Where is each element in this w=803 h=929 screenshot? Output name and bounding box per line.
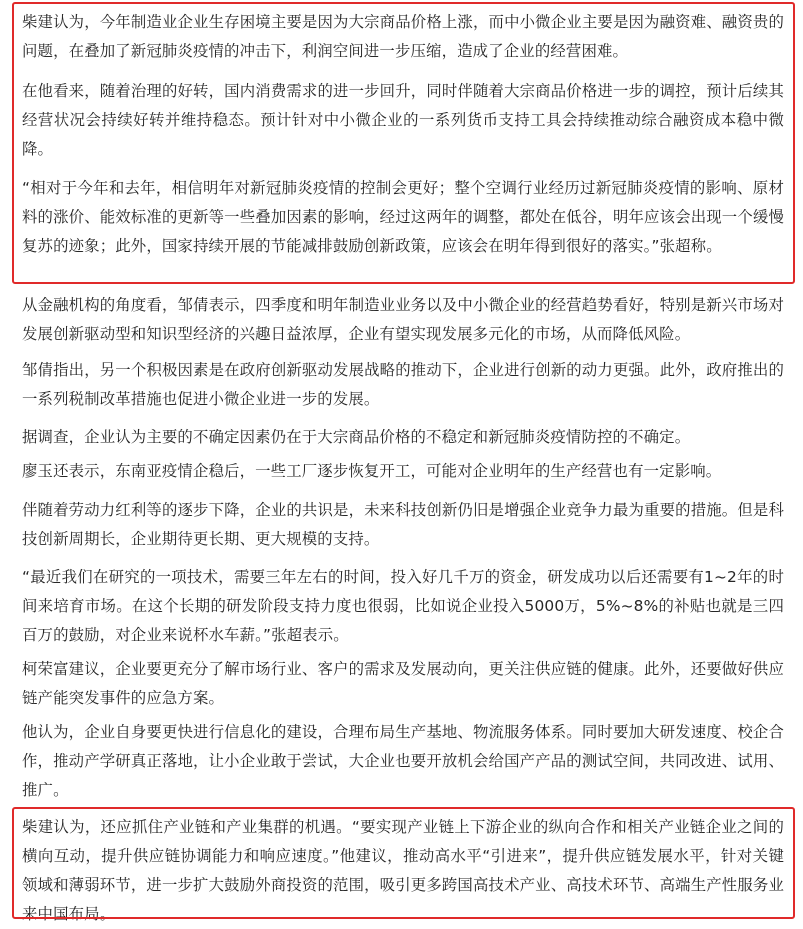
paragraph-6: 据调查，企业认为主要的不确定因素仍在于大宗商品价格的不稳定和新冠肺炎疫情防控的不确定。 [22,428,691,446]
paragraph-2: 在他看来，随着治理的好转，国内消费需求的进一步回升，同时伴随着大宗商品价格进一步的调控，预计后续其经营状况会持续好转并维持稳态。预计针对中小微企业的一系列货币支持工具会持续推动综合融资成本稳中微降。 [22,82,784,158]
paragraph-1: 柴建认为，今年制造业企业生存困境主要是因为大宗商品价格上涨，而中小微企业主要是因为融资难、融资贵的问题，在叠加了新冠肺炎疫情的冲击下，利润空间进一步压缩，造成了企业的经营困难。 [22,13,784,60]
paragraph-10: 柯荣富建议，企业要更充分了解市场行业、客户的需求及发展动向，更关注供应链的健康。此外，还要做好供应链产能突发事件的应急方案。 [22,660,784,707]
paragraph-11: 他认为，企业自身要更快进行信息化的建设，合理布局生产基地、物流服务体系。同时要加大研发速度、校企合作，推动产学研真正落地，让小企业敢于尝试，大企业也要开放机会给国产产品的测试空间，共同改进、试用、推广。 [22,723,784,799]
paragraph-9: “最近我们在研究的一项技术，需要三年左右的时间，投入好几千万的资金，研发成功以后还需要有1~2年的时间来培育市场。在这个长期的研发阶段支持力度也很弱，比如说企业投入5000万，5%~8%的补贴也就是三四百万的鼓励，对企业来说杯水车薪。”张超表示。 [22,568,784,644]
paragraph-3: “相对于今年和去年，相信明年对新冠肺炎疫情的控制会更好；整个空调行业经历过新冠肺炎疫情的影响、原材料的涨价、能效标准的更新等一些叠加因素的影响，经过这两年的调整，都处在低谷，明年应该会出现一个缓慢复苏的迹象；此外，国家持续开展的节能减排鼓励创新政策，应该会在明年得到很好的落实。”张超称。 [22,179,784,255]
paragraph-12: 柴建认为，还应抓住产业链和产业集群的机遇。“要实现产业链上下游企业的纵向合作和相关产业链企业之间的横向互动，提升供应链协调能力和响应速度。”他建议，推动高水平“引进来”，提升供应链发展水平，针对关键领域和薄弱环节，进一步扩大鼓励外商投资的范围，吸引更多跨国高技术产业、高技术环节、高端生产性服务业来中国布局。 [22,818,784,923]
paragraph-7: 廖玉还表示，东南亚疫情企稳后，一些工厂逐步恢复开工，可能对企业明年的生产经营也有一定影响。 [22,462,722,480]
paragraph-8: 伴随着劳动力红利等的逐步下降，企业的共识是，未来科技创新仍旧是增强企业竞争力最为重要的措施。但是科技创新周期长，企业期待更长期、更大规模的支持。 [22,501,784,548]
paragraph-4: 从金融机构的角度看，邹倩表示，四季度和明年制造业业务以及中小微企业的经营趋势看好，特别是新兴市场对发展创新驱动型和知识型经济的兴趣日益浓厚，企业有望实现发展多元化的市场，从而降低风险。 [22,296,784,343]
paragraph-5: 邹倩指出，另一个积极因素是在政府创新驱动发展战略的推动下，企业进行创新的动力更强。此外，政府推出的一系列税制改革措施也促进小微企业进一步的发展。 [22,361,784,408]
